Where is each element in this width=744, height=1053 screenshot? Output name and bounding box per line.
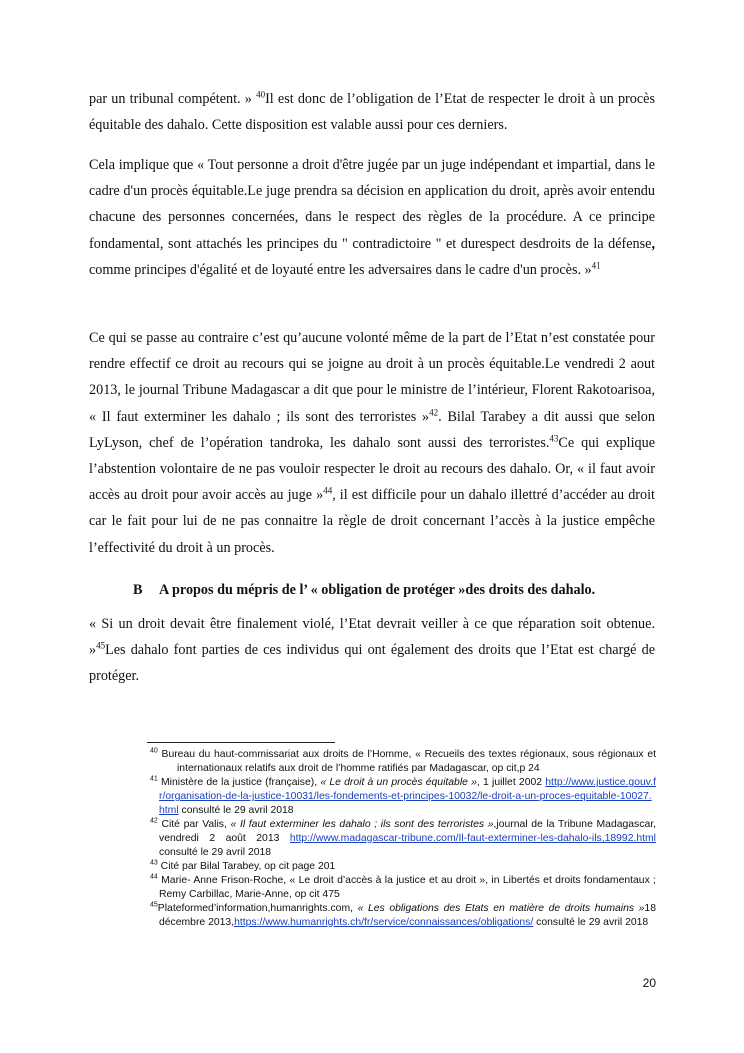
footnote-45 [150,902,656,930]
section-heading [133,577,673,603]
footnote-42-text-c: consulté le 29 avril 2018 [159,847,272,858]
footnote-42-text-b: ,journal de la Tribune Madagascar, vendredi 2 août 2013 [159,819,657,844]
footnote-41-text-b: , 1 juillet 2002 [476,777,546,788]
paragraph-1-text-a: par un tribunal compétent. » [89,91,257,107]
paragraph-3-text-d: , il est difficile pour un dahalo illettré d’accéder au droit car le fait pour lui de ne pas connaitre la règle de droit concernant l’accès à la justice empêche l’effectivité du droit à un procès. [89,487,655,556]
footnote-40 [150,748,656,776]
section-heading-text: A propos du mépris de l’ « obligation de protéger »des droits des dahalo. [159,582,596,598]
paragraph-2-text-a: Cela implique que « Tout personne a droit d'être jugée par un juge indépendant et impartial, dans le cadre d'un procès équitable.Le juge prendra sa décision en application du droit, après avoir entendu chacune des personnes concernées, dans le respect des règles de la procédure. A ce principe fondamental, sont attachés les principes du " contradictoire " et durespect desdroits de la défense [89,157,655,252]
footnote-ref-45[interactable]: 45 [96,640,106,651]
footnote-42-title: « Il faut exterminer les dahalo ; ils sont des terroristes » [230,819,494,830]
footnote-42-text-a: Cité par Valis, [157,819,231,830]
footnote-45-link[interactable]: https://www.humanrights.ch/fr/service/connaissances/obligations/ [234,917,534,928]
footnote-42-link[interactable]: http://www.madagascar-tribune.com/Il-faut-exterminer-les-dahalo-ils,18992.html [289,833,656,844]
footnote-43-text: Cité par Bilal Tarabey, op cit page 201 [157,861,336,872]
footnote-44-number: 44 [150,873,158,881]
paragraph-3-text-b: . Bilal Tarabey a dit aussi que selon LyLyson, chef de l’opération tandroka, les dahalo sont aussi des terroristes. [89,408,655,451]
footnote-40-text: Bureau du haut-commissariat aux droits de l’Homme, « Recueils des textes régionaux, sous régionaux et internationaux relatifs aux droit de l’homme ratifiés par Madagascar, op cit,p 24 [157,749,656,774]
paragraph-3-text-a: Ce qui se passe au contraire c’est qu’aucune volonté même de la part de l’Etat n’est constatée pour rendre effectif ce droit au recours qui se joigne au droit à un procès équitable.Le vendredi 2 aout 2013, le journal Tribune Madagascar a dit que pour le ministre de l’intérieur, Florent Rakotoarisoa, « Il faut exterminer les dahalo ; ils sont des terroristes » [89,330,655,425]
paragraph-2-text-b: comme principes d'égalité et de loyauté entre les adversaires dans le cadre d'un procès. » [89,261,592,278]
paragraph-2 [89,152,655,283]
footnote-41 [150,776,656,818]
footnote-41-text-a: Ministère de la justice (française), [157,777,321,788]
paragraph-1 [89,86,655,138]
paragraph-4-text-a: « Si un droit devait être finalement violé, l’Etat devrait veiller à ce que réparation soit obtenue. » [89,616,655,659]
footnote-ref-44[interactable]: 44 [323,485,333,496]
footnote-44 [150,874,656,902]
footnote-41-text-c: consulté le 29 avril 2018 [178,805,294,816]
paragraph-4 [89,611,655,690]
footnote-separator [147,742,335,743]
footnote-44-text: Marie- Anne Frison-Roche, « Le droit d’accès à la justice et au droit », in Libertés et droits fondamentaux ; Remy Carbillac, Marie-Anne, op cit 475 [157,875,656,900]
footnote-ref-41[interactable]: 41 [591,260,601,271]
footnotes [150,748,656,930]
footnote-43-number: 43 [150,859,158,867]
page-number: 20 [642,976,656,990]
footnote-45-text-c: consulté le 29 avril 2018 [533,917,649,928]
footnote-45-text-a: Plateformed’information,humanrights.com, [157,903,358,914]
footnote-ref-40[interactable]: 40 [256,89,266,100]
footnote-41-title: « Le droit à un procès équitable » [320,777,477,788]
paragraph-2-bold-comma: , [651,235,655,252]
footnote-ref-43[interactable]: 43 [549,433,559,444]
footnote-42 [150,818,656,860]
paragraph-3 [89,325,655,561]
footnote-41-link[interactable]: http://www.justice.gouv.fr/organisation-de-la-justice-10031/les-fondements-et-principes-10032/le-droit-a-un-proces-equitable-10027.html [159,777,656,816]
paragraph-1-text-b: Il est donc de l’obligation de l’Etat de respecter le droit à un procès équitable des dahalo. Cette disposition est valable aussi pour ces derniers. [89,91,655,134]
footnote-45-title: « Les obligations des Etats en matière de droits humains » [357,903,645,914]
footnote-41-number: 41 [150,775,158,783]
paragraph-3-text-c: Ce qui explique l’abstention volontaire de ne pas vouloir respecter le droit au recours des dahalo. Or, « il faut avoir accès au droit pour avoir accès au juge » [89,434,655,504]
footnote-45-text-b: 18 décembre 2013, [159,903,656,928]
paragraph-4-text-b: Les dahalo font parties de ces individus qui ont également des droits que l’Etat est chargé de protéger. [89,642,655,685]
footnote-40-number: 40 [150,747,158,755]
footnote-ref-42[interactable]: 42 [429,406,439,417]
footnote-43 [150,860,656,874]
footnote-45-number: 45 [150,901,158,909]
section-heading-letter: B [133,582,143,598]
footnote-42-number: 42 [150,817,158,825]
